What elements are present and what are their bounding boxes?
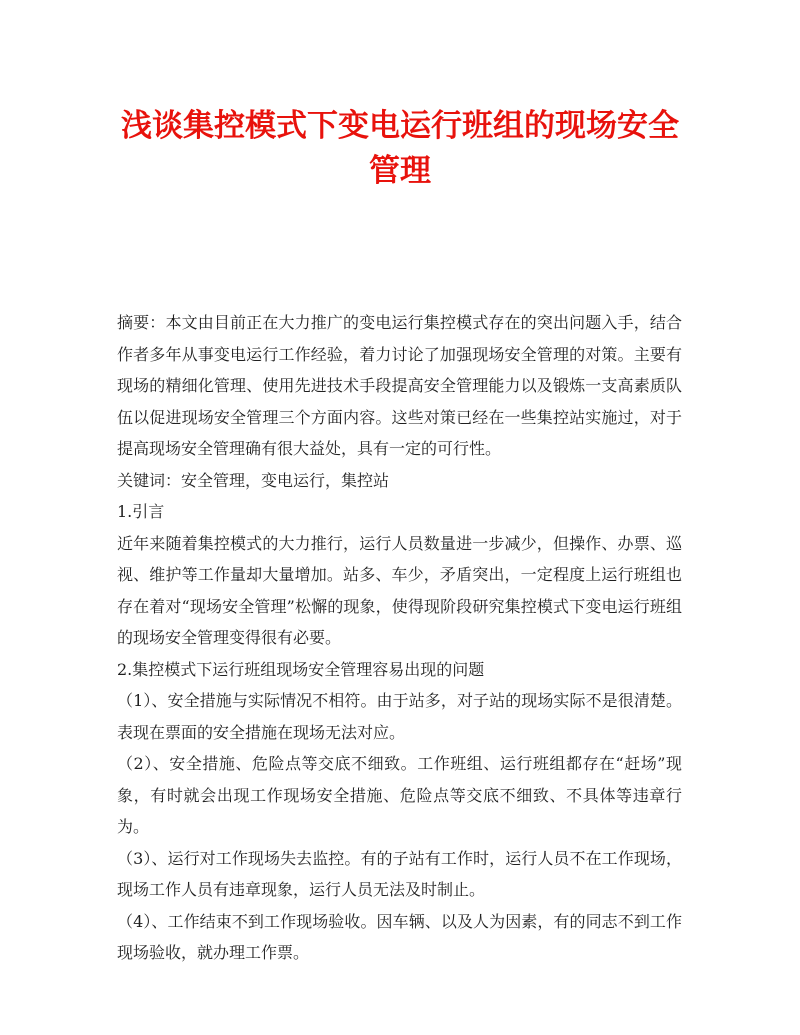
document-body bbox=[117, 307, 682, 969]
section-1-body: 近年来随着集控模式的大力推行，运行人员数量进一步减少，但操作、办票、巡视、维护等工作量却大量增加。站多、车少，矛盾突出，一定程度上运行班组也存在着对“现场安全管理”松懈的现象，使得现阶段研究集控模式下变电运行班组的现场安全管理变得很有必要。 bbox=[117, 533, 682, 647]
problem-item-1: （1）、安全措施与实际情况不相符。由于站多，对子站的现场实际不是很清楚。表现在票面的安全措施在现场无法对应。 bbox=[117, 691, 682, 742]
problem-item-2: （2）、安全措施、危险点等交底不细致。工作班组、运行班组都存在“赶场”现象，有时就会出现工作现场安全措施、危险点等交底不细致、不具体等违章行为。 bbox=[117, 754, 682, 836]
abstract-paragraph: 摘要：本文由目前正在大力推广的变电运行集控模式存在的突出问题入手，结合作者多年从事变电运行工作经验，着力讨论了加强现场安全管理的对策。主要有现场的精细化管理、使用先进技术手段提高安全管理能力以及锻炼一支高素质队伍以促进现场安全管理三个方面内容。这些对策已经在一些集控站实施过，对于提高现场安全管理确有很大益处，具有一定的可行性。 bbox=[117, 313, 682, 458]
problem-item-4: （4）、工作结束不到工作现场验收。因车辆、以及人为因素，有的同志不到工作现场验收，就办理工作票。 bbox=[117, 911, 682, 962]
document-title: 浅谈集控模式下变电运行班组的现场安全管理 bbox=[121, 108, 679, 189]
keywords-line: 关键词：安全管理，变电运行，集控站 bbox=[117, 470, 390, 490]
section-1-heading: 1.引言 bbox=[117, 502, 165, 521]
section-2-heading: 2.集控模式下运行班组现场安全管理容易出现的问题 bbox=[117, 659, 485, 679]
problem-item-3: （3）、运行对工作现场失去监控。有的子站有工作时，运行人员不在工作现场，现场工作人员有违章现象，运行人员无法及时制止。 bbox=[117, 848, 682, 899]
